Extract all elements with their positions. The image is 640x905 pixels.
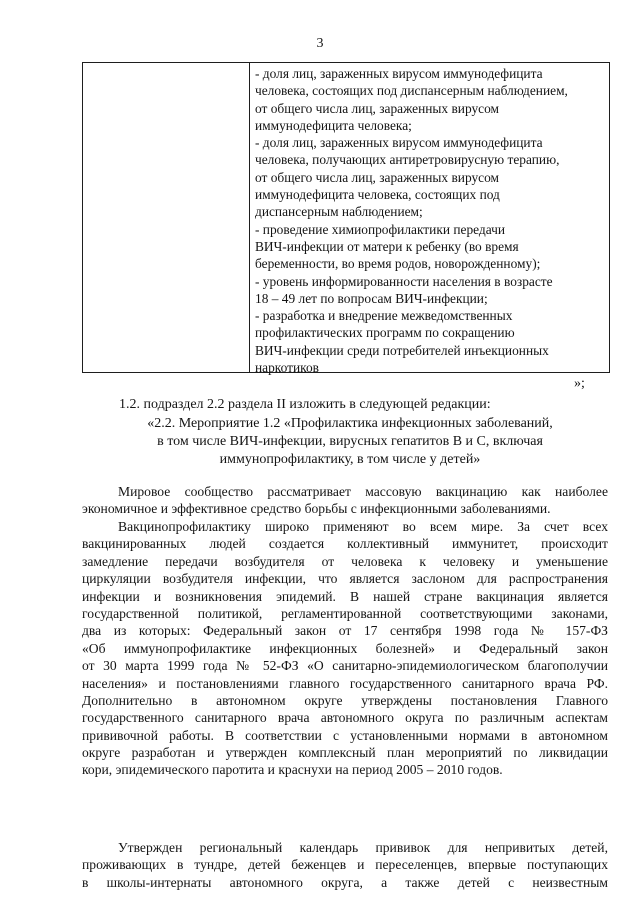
paragraph-line: инфекции и возникновения эпидемий. В нашей стране вакцинация является (82, 588, 608, 604)
paragraph-line: в школы-интернаты автономного округа, а также детей с неизвестным (82, 874, 608, 890)
paragraph-line: населения» и постановлениями главного государственного санитарного врача РФ. (82, 675, 608, 691)
paragraph-line: два из которых: Федеральный закон от 17 сентября 1998 года № 157-ФЗ (82, 623, 608, 639)
paragraph-line: проживающих в тундре, детей беженцев и переселенцев, впервые поступающих (82, 857, 608, 873)
paragraph-line: Утвержден региональный календарь прививок для непривитых детей, (118, 840, 608, 855)
paragraph-line: «Об иммунопрофилактике инфекционных болезней» и Федеральный закон (82, 640, 608, 656)
amendment-line: 1.2. подраздел 2.2 раздела II изложить в следующей редакции: (119, 397, 491, 412)
heading-line: иммунопрофилактику, в том числе у детей» (219, 452, 481, 467)
table-line: - разработка и внедрение межведомственных (255, 308, 513, 324)
paragraph (82, 483, 608, 518)
paragraph-line: от 30 марта 1999 года № 52-ФЗ «О санитарно-эпидемиологическом благополучии (82, 658, 608, 674)
paragraph-line: прививочной работы. В соответствии с установленными нормами в автономном (82, 727, 608, 743)
table-line: - проведение химиопрофилактики передачи (255, 221, 506, 237)
paragraph-line: замедление передачи возбудителя от человека к человеку и уменьшение (82, 553, 608, 569)
table-line: от общего числа лиц, зараженных вирусом (255, 100, 500, 116)
paragraph-line: экономичное и эффективное средство борьбы с инфекционными заболеваниями. (82, 501, 551, 517)
table-line: наркотиков (255, 360, 320, 376)
section-heading (90, 415, 610, 469)
table-line: ВИЧ-инфекции среди потребителей инъекционных (255, 342, 549, 358)
paragraph-line: Мировое сообщество рассматривает массовую вакцинацию как наиболее (118, 484, 608, 499)
closing-quote-mark: »; (574, 376, 585, 391)
paragraph-line: вакцинированных людей создается коллективный иммунитет, происходит (82, 536, 608, 552)
paragraph (82, 839, 608, 891)
table-line: иммунодефицита человека, состоящих под (255, 187, 500, 203)
table-line: диспансерным наблюдением; (255, 204, 423, 220)
indicators-table (82, 62, 610, 376)
paragraph-line: государственной политикой, регламентированной соответствующими законами, (82, 605, 608, 621)
heading-line: «2.2. Мероприятие 1.2 «Профилактика инфекционных заболеваний, (147, 416, 553, 431)
page-number: 3 (316, 36, 324, 51)
table-line: ВИЧ-инфекции от матери к ребенку (во время (255, 238, 519, 254)
table-line: 18 – 49 лет по вопросам ВИЧ-инфекции; (255, 290, 488, 306)
table-line: - доля лиц, зараженных вирусом иммунодефицита (255, 66, 543, 81)
table-cell-indicators (255, 65, 605, 376)
table-column-divider (249, 63, 250, 372)
table-line: - уровень информированности населения в возрасте (255, 273, 553, 289)
paragraph-line: Вакцинопрофилактику широко применяют во всем мире. За счет всех (118, 519, 608, 534)
table-line: человека, получающих антиретровирусную терапию, (255, 152, 560, 168)
paragraph-line: Дополнительно в автономном округе утверждены постановления Главного (82, 692, 608, 708)
paragraph-line: государственного санитарного врача автономного округа по различным аспектам (82, 710, 608, 726)
table-line: от общего числа лиц, зараженных вирусом (255, 169, 500, 185)
paragraph (82, 518, 608, 779)
paragraph-line: циркуляции возбудителя инфекции, что является заслоном для распространения (82, 571, 608, 587)
paragraph-line: кори, эпидемического паротита и краснухи на период 2005 – 2010 годов. (82, 762, 503, 778)
table-line: иммунодефицита человека; (255, 117, 412, 133)
table-line: - доля лиц, зараженных вирусом иммунодефицита (255, 135, 543, 151)
table-line: человека, состоящих под диспансерным наблюдением, (255, 83, 568, 99)
table-line: профилактических программ по сокращению (255, 325, 515, 341)
paragraph-line: округе разработан и утвержден комплексный план мероприятий по ликвидации (82, 745, 608, 761)
table-line: беременности, во время родов, новорожденному); (255, 256, 541, 272)
heading-line: в том числе ВИЧ-инфекции, вирусных гепатитов В и С, включая (157, 434, 543, 449)
